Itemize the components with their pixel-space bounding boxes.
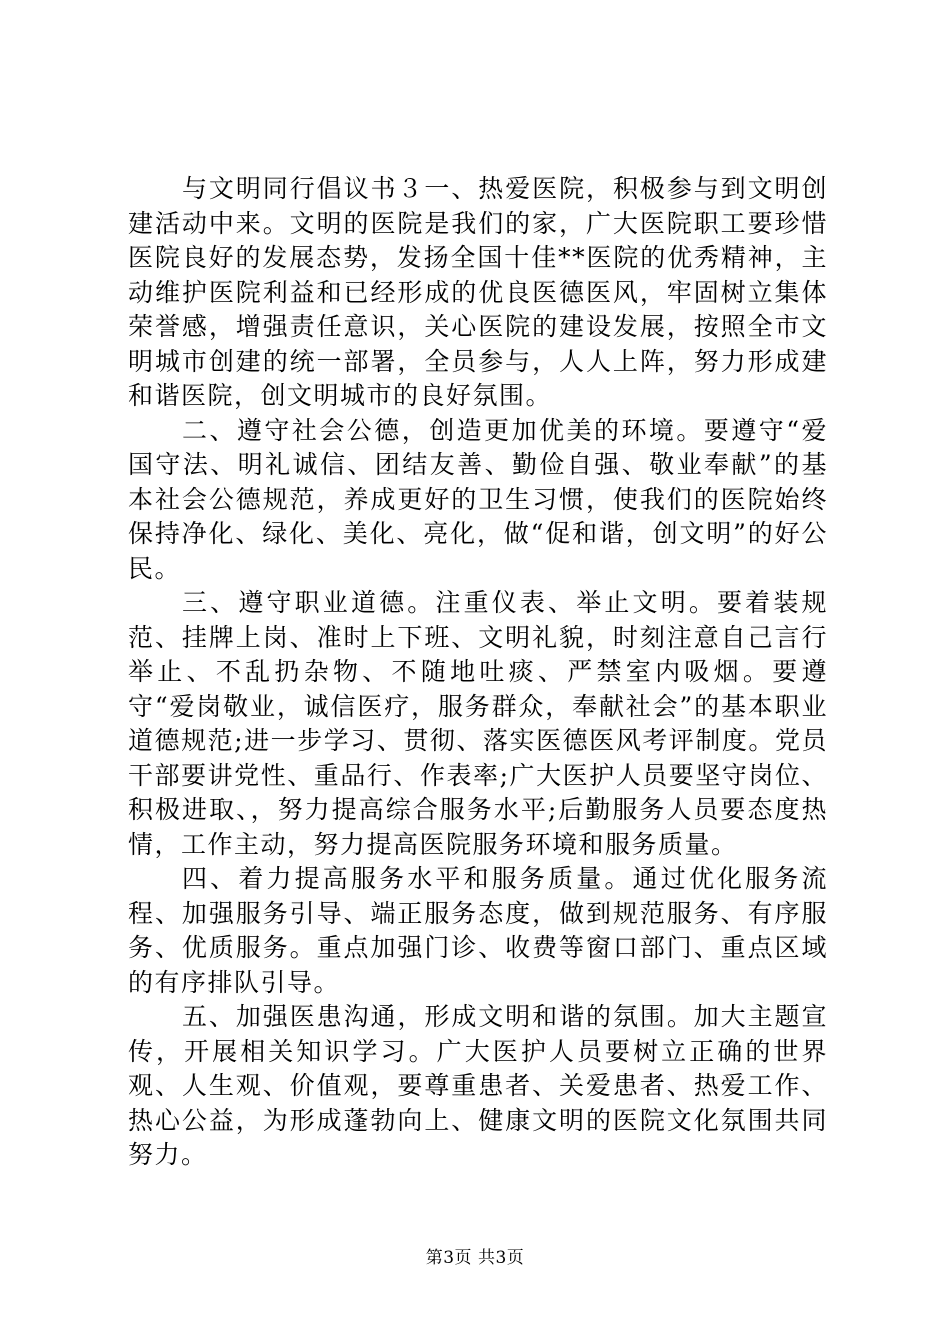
paragraph-5: 五、加强医患沟通，形成文明和谐的氛围。加大主题宣传，开展相关知识学习。广大医护人员要树立正确的世界观、人生观、价值观，要尊重患者、关爱患者、热爱工作、热心公益，为形成蓬勃向上、健康文明的医院文化氛围共同努力。 (128, 1002, 828, 1169)
paragraph-3: 三、遵守职业道德。注重仪表、举止文明。要着装规范、挂牌上岗、准时上下班、文明礼貌，时刻注意自己言行举止、不乱扔杂物、不随地吐痰、严禁室内吸烟。要遵守“爱岗敬业，诚信医疗，服务群众，奉献社会”的基本职业道德规范;进一步学习、贯彻、落实医德医风考评制度。党员干部要讲党性、重品行、作表率;广大医护人员要坚守岗位、积极进取、，努力提高综合服务水平;后勤服务人员要态度热情，工作主动，努力提高医院服务环境和服务质量。 (128, 588, 828, 859)
document-body (128, 172, 828, 1173)
page-number-label: 第3页 共3页 (425, 1248, 525, 1268)
paragraph-2: 二、遵守社会公德，创造更加优美的环境。要遵守“爱国守法、明礼诚信、团结友善、勤俭自强、敬业奉献”的基本社会公德规范，养成更好的卫生习惯，使我们的医院始终保持净化、绿化、美化、亮化，做“促和谐，创文明”的好公民。 (128, 415, 828, 583)
paragraph-1: 与文明同行倡议书３一、热爱医院，积极参与到文明创建活动中来。文明的医院是我们的家，广大医院职工要珍惜医院良好的发展态势，发扬全国十佳**医院的优秀精神，主动维护医院利益和已经形成的优良医德医风，牢固树立集体荣誉感，增强责任意识，关心医院的建设发展，按照全市文明城市创建的统一部署，全员参与，人人上阵，努力形成建和谐医院，创文明城市的良好氛围。 (128, 174, 828, 410)
paragraph-4: 四、着力提高服务水平和服务质量。通过优化服务流程、加强服务引导、端正服务态度，做到规范服务、有序服务、优质服务。重点加强门诊、收费等窗口部门、重点区域的有序排队引导。 (128, 864, 828, 997)
page-footer (0, 1247, 950, 1269)
